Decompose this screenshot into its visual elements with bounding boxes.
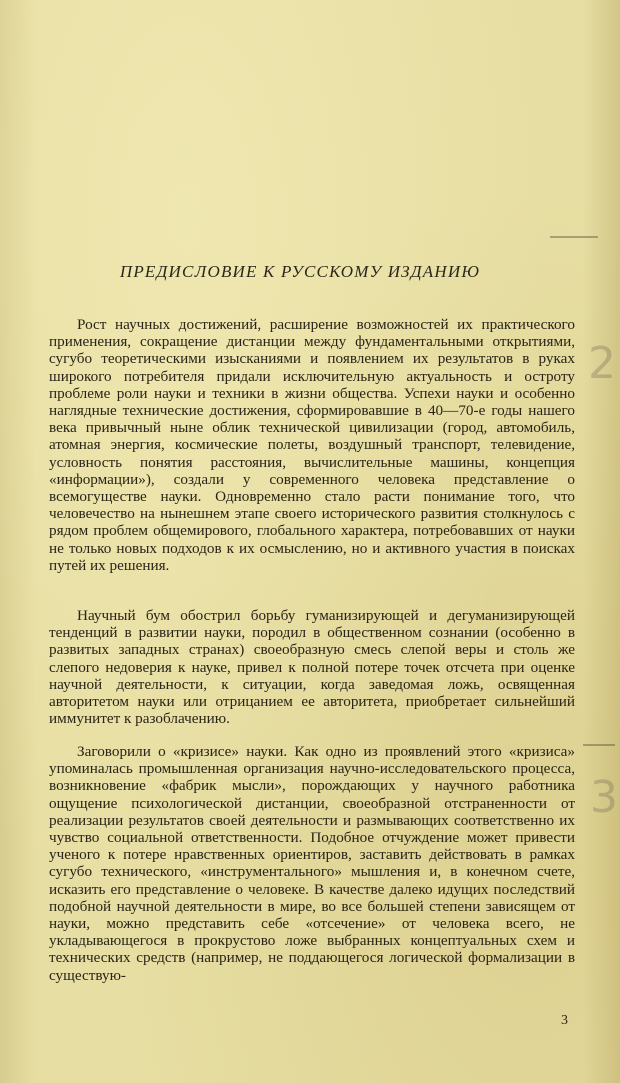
paragraph-text: Заговорили о «кризисе» науки. Как одно из проявлений этого «кризиса» упоминалась промышленная организация научно-исследовательского процесса, возникновение «фабрик мысли», порождающих у научного работника ощущение психологической дистанции, своеобразной отстраненности от реализации результатов своей деятельности и размывающих соответственно их чувство социальной ответственности. Подобное отчуждение может привести ученого к потере нравственных ориентиров, заставить действовать в рамках сугубо технического, «инструментального» мышления и, в конечном счете, исказить его представление о человеке. В качестве далеко идущих последствий подобной научной деятельности в мире, во все большей степени зависящем от науки, можно представить себе «отсечение» от человека всего, не укладывающегося в прокрустово ложе выбранных концептуальных схем и технических средств (например, не поддающегося логической формализации в существую- [49, 743, 575, 984]
paragraph-text: Научный бум обострил борьбу гуманизирующей и дегуманизирующей тенденций в развитии науки, породил в общественном сознании (особенно в развитых западных странах) своеобразную смесь слепой веры и столь же слепого недоверия к науке, привел к полной потере точек отсчета при оценке научной деятельности, к ситуации, когда заведомая ложь, освященная авторитетом науки или отрицанием ее авторитета, приобретает сильнейший иммунитет к разоблачению. [49, 607, 575, 728]
margin-pencil-number: 2 [588, 338, 616, 389]
paragraph-1 [49, 316, 575, 574]
margin-pencil-line [583, 744, 615, 746]
margin-pencil-line [550, 236, 598, 238]
paragraph-2 [49, 607, 575, 727]
paragraph-3 [49, 743, 575, 984]
page-number: 3 [561, 1013, 568, 1028]
page-heading: ПРЕДИСЛОВИЕ К РУССКОМУ ИЗДАНИЮ [119, 262, 481, 281]
paragraph-text: Рост научных достижений, расширение возможностей их практического применения, сокращение дистанции между фундаментальными открытиями, сугубо теоретическими изысканиями и появлением их результатов в руках широкого потребителя придали исключительную актуальность и остроту проблеме роли науки и техники в жизни общества. Успехи науки и особенно наглядные технические достижения, сформировавшие в 40—70-е годы нашего века привычный ныне облик технической цивилизации (город, автомобиль, атомная энергия, космические полеты, воздушный транспорт, телевидение, условность понятия расстояния, вычислительные машины, концепция «информации»), создали у современного человека представление о всемогуществе науки. Одновременно стало расти понимание того, что человечество на нынешнем этапе своего исторического развития столкнулось с рядом проблем общемирового, глобального характера, потребовавших от науки не только новых подходов к их осмыслению, но и активного участия в поисках путей их решения. [49, 316, 575, 574]
margin-pencil-number: 3 [590, 772, 618, 823]
